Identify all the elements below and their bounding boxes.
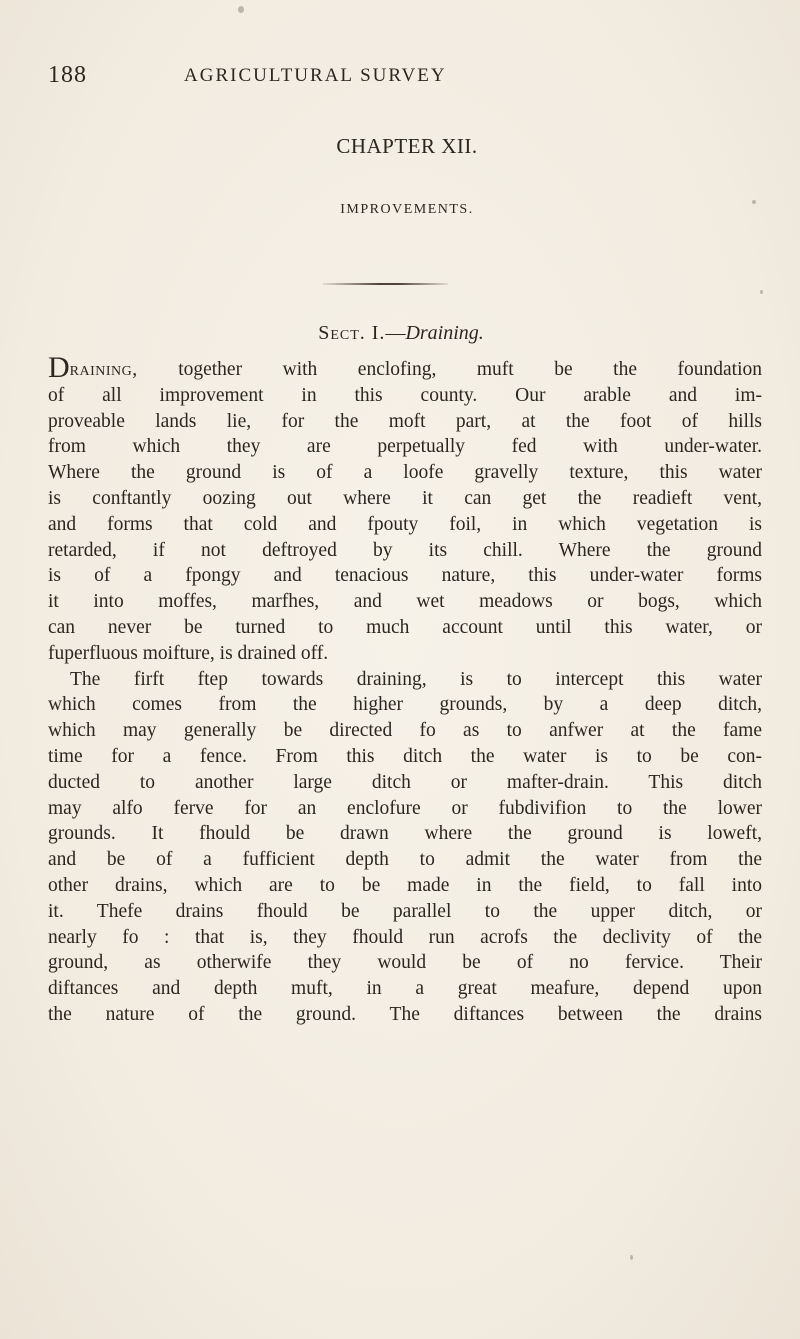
text-line: which may generally be directed fo as to anfwer at the fame	[48, 720, 762, 742]
text-line: other drains, which are to be made in the field, to fall into	[48, 874, 762, 896]
section-label: Sect. I.	[318, 322, 386, 344]
text-line: ducted to another large ditch or mafter-drain. This ditch	[48, 771, 762, 793]
text-line: which comes from the higher grounds, by a deep ditch,	[48, 694, 762, 716]
text-line: Where the ground is of a loofe gravelly texture, this water	[48, 462, 762, 484]
chapter-title: CHAPTER XII.	[336, 134, 478, 158]
drop-cap: D	[48, 351, 70, 384]
text-line: diftances and depth muft, in a great meafure, depend upon	[48, 978, 762, 1000]
text-line: of all improvement in this county. Our arable and im-	[48, 384, 762, 406]
text-line: it into moffes, marfhes, and wet meadows or bogs, which	[48, 591, 762, 613]
text-line: can never be turned to much account until this water, or	[48, 616, 762, 638]
text-line: proveable lands lie, for the moft part, at the foot of hills	[48, 410, 762, 432]
text-line: and forms that cold and fpouty foil, in which vegetation is	[48, 513, 762, 535]
text-line: it. Thefe drains fhould be parallel to the upper ditch, or	[48, 900, 762, 922]
section-name: Draining.	[405, 322, 484, 344]
text-line: from which they are perpetually fed with under-water.	[48, 436, 762, 458]
text-line: is conftantly oozing out where it can get the readieft vent,	[48, 487, 762, 509]
text-line: retarded, if not deftroyed by its chill. Where the ground	[48, 539, 762, 561]
text-line: Draining, together with enclofing, muft be the foundation	[48, 351, 762, 384]
paper-speck	[238, 6, 244, 13]
text-line: may alfo ferve for an enclofure or fubdivifion to the lower	[48, 797, 762, 819]
text-line: is of a fpongy and tenacious nature, this under-water forms	[48, 565, 762, 587]
text-line: grounds. It fhould be drawn where the ground is loweft,	[48, 823, 762, 845]
running-head	[48, 62, 708, 96]
paper-speck	[630, 1255, 633, 1260]
opening-word: raining,	[69, 359, 138, 380]
body-text	[48, 351, 762, 1028]
text-line: time for a fence. From this ditch the water is to be con-	[48, 745, 762, 767]
text-line: The firft ftep towards draining, is to intercept this water	[70, 668, 762, 690]
section-heading	[0, 322, 800, 345]
running-title: AGRICULTURAL SURVEY	[184, 65, 447, 86]
page-number: 188	[48, 62, 87, 88]
text-line: the nature of the ground. The diftances between the drains	[48, 1003, 762, 1025]
text-line: ground, as otherwife they would be of no fervice. Their	[48, 952, 762, 974]
paper-speck	[760, 290, 763, 294]
text-line: and be of a fufficient depth to admit the water from the	[48, 849, 762, 871]
text-line: nearly fo : that is, they fhould run acrofs the declivity of the	[48, 926, 762, 948]
text-line: fuperfluous moifture, is drained off.	[48, 642, 329, 664]
paper-speck	[752, 200, 756, 204]
section-divider-rule	[323, 283, 448, 285]
section-separator: —	[385, 322, 406, 344]
chapter-subtitle: IMPROVEMENTS.	[340, 202, 474, 217]
